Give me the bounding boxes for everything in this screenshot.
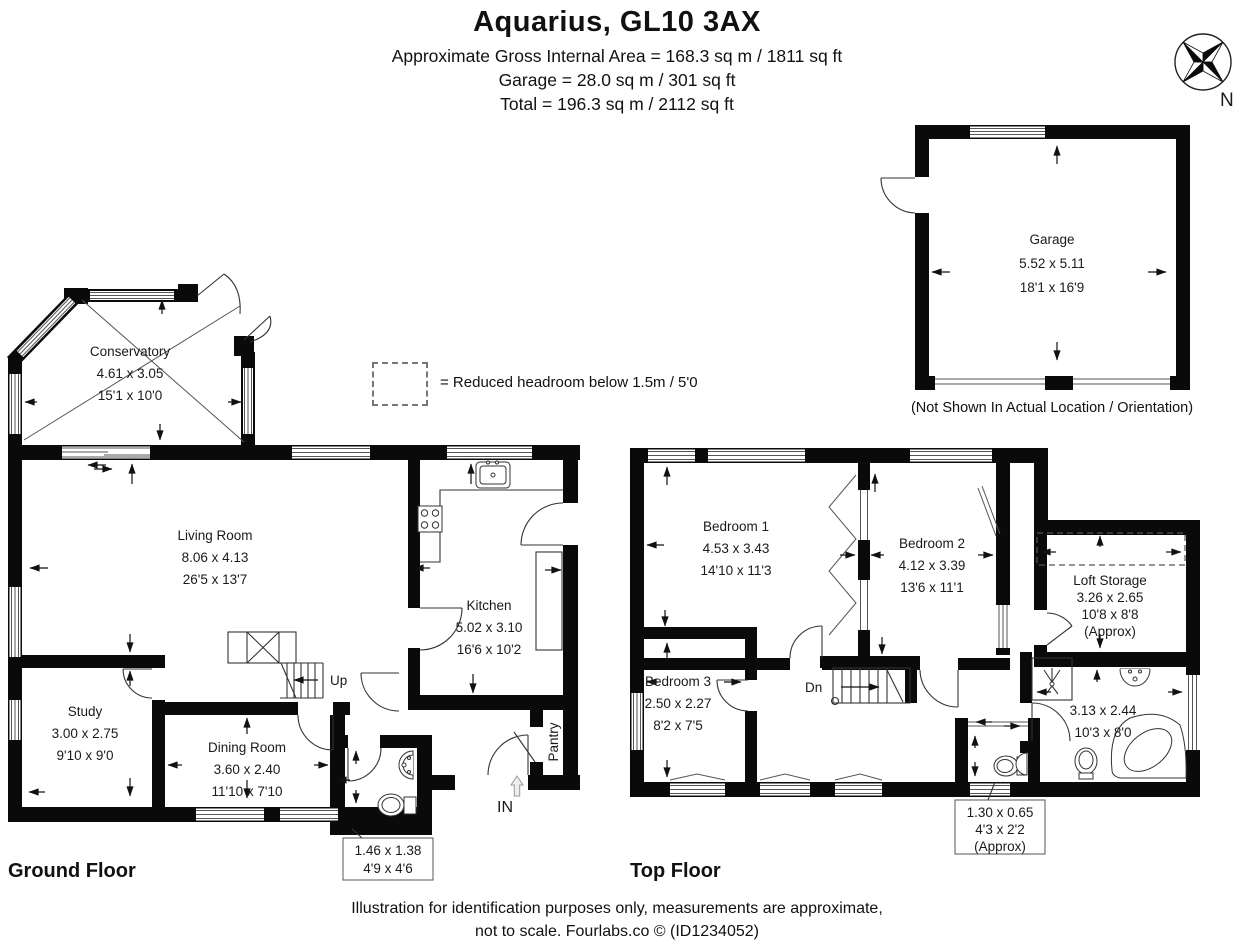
tf-wc-ft: 4'3 x 2'2 <box>975 822 1025 837</box>
bed3-name: Bedroom 3 <box>644 674 712 689</box>
pantry-name: Pantry <box>546 722 561 762</box>
garage-dims-m: 5.52 x 5.11 <box>1019 256 1085 271</box>
bed2-right-window <box>999 605 1007 648</box>
entrance-arrow-icon <box>511 776 523 796</box>
wc-door <box>348 748 381 781</box>
kitchen-ft: 16'6 x 10'2 <box>456 642 522 657</box>
bed1-ft: 14'10 x 11'3 <box>700 563 772 578</box>
loft-m: 3.26 x 2.65 <box>1076 590 1144 605</box>
bed1-m: 4.53 x 3.43 <box>702 541 770 556</box>
entrance-in-label: IN <box>497 799 513 816</box>
garage-dims-ft: 18'1 x 16'9 <box>1019 280 1085 295</box>
garage-area: Garage = 28.0 sq m / 301 sq ft <box>498 70 736 90</box>
conservatory-angled-window <box>18 298 74 356</box>
gf-wc-m: 1.46 x 1.38 <box>354 843 422 858</box>
entrance-door <box>488 735 528 775</box>
dining-room-m: 3.60 x 2.40 <box>213 762 281 777</box>
reduced-headroom-legend: = Reduced headroom below 1.5m / 5'0 <box>440 374 698 391</box>
bathroom-toilet-icon <box>1075 748 1097 779</box>
disclaimer-line1: Illustration for identification purposes only, measurements are approximate, <box>351 900 883 917</box>
living-room-name: Living Room <box>177 528 253 543</box>
bath-basin-icon <box>1120 669 1150 686</box>
garage-plan <box>870 112 1200 412</box>
study-name: Study <box>67 704 103 719</box>
toilet-icon <box>378 794 416 816</box>
area-summary <box>0 44 1234 116</box>
bed1-top-windows <box>648 450 805 462</box>
sink-icon <box>476 461 510 488</box>
bed2-top-window <box>910 450 992 462</box>
bed2-name: Bedroom 2 <box>898 536 966 551</box>
conservatory-left-window <box>10 374 21 434</box>
living-room-ft: 26'5 x 13'7 <box>182 572 248 587</box>
bed2-door <box>920 670 958 707</box>
study-left-window <box>10 700 21 740</box>
conservatory-ft: 15'1 x 10'0 <box>97 388 163 403</box>
conservatory-name: Conservatory <box>89 344 171 359</box>
page-title: Aquarius, GL10 3AX <box>473 6 761 38</box>
bed2-ft: 13'6 x 11'1 <box>900 580 964 595</box>
garage-caption: (Not Shown In Actual Location / Orientation) <box>910 400 1194 416</box>
sliding-door <box>62 447 150 459</box>
stairs-dn-label: Dn <box>805 680 823 695</box>
study-door <box>123 669 152 698</box>
gf-wc-ft: 4'9 x 4'6 <box>363 861 413 876</box>
lobby-door <box>361 673 399 711</box>
compass-icon <box>1170 24 1234 112</box>
top-floor-plan <box>620 430 1234 870</box>
loft-approx: (Approx) <box>1084 624 1136 639</box>
wc-fixtures <box>378 751 416 816</box>
loft-door <box>1047 613 1072 645</box>
garage-room-label: Garage <box>1029 232 1075 247</box>
bed3-left-window <box>632 693 643 750</box>
dining-door <box>298 715 333 750</box>
bed1-door <box>790 626 822 658</box>
gross-internal-area: Approximate Gross Internal Area = 168.3 sq m / 1811 sq ft <box>391 46 843 66</box>
bed2-m: 4.12 x 3.39 <box>898 558 966 573</box>
tf-doors <box>717 613 1072 741</box>
gf-room-labels <box>52 344 561 816</box>
staircase-up <box>228 632 347 698</box>
loft-ft: 10'8 x 8'8 <box>1081 607 1139 622</box>
total-area: Total = 196.3 sq m / 2112 sq ft <box>500 94 734 114</box>
tf-windows <box>632 450 1197 796</box>
kitchen-m: 5.02 x 3.10 <box>455 620 523 635</box>
compass-north-label: N <box>1220 90 1234 111</box>
conservatory-right-window <box>243 368 253 434</box>
living-room-top-window <box>292 447 370 459</box>
reduced-headroom-zone <box>1037 533 1185 565</box>
dining-room-ft: 11'10 x 7'10 <box>211 784 283 799</box>
tf-wc-m: 1.30 x 0.65 <box>966 805 1034 820</box>
bed3-m: 2.50 x 2.27 <box>644 696 712 711</box>
conservatory-top-window <box>90 291 174 300</box>
conservatory-m: 4.61 x 3.05 <box>96 366 164 381</box>
bed1-name: Bedroom 1 <box>702 519 770 534</box>
bed3-door <box>717 680 748 711</box>
living-room-left-window <box>10 587 21 657</box>
kitchen-side-door <box>521 503 563 545</box>
study-ft: 9'10 x 9'0 <box>56 748 114 763</box>
french-doors <box>197 274 271 342</box>
dining-room-name: Dining Room <box>207 740 287 755</box>
tf-wc-approx: (Approx) <box>974 839 1026 854</box>
loft-name: Loft Storage <box>1073 573 1147 588</box>
kitchen-name: Kitchen <box>466 598 512 613</box>
basin-icon <box>399 751 413 779</box>
ground-floor-label: Ground Floor <box>8 860 136 882</box>
disclaimer <box>0 897 1234 943</box>
garage-door <box>881 178 915 213</box>
hob-icon <box>418 506 442 532</box>
garage-dimension-arrows <box>932 146 1166 360</box>
living-room-m: 8.06 x 4.13 <box>181 550 249 565</box>
top-floor-label: Top Floor <box>630 860 721 882</box>
staircase-down <box>805 668 910 705</box>
ground-floor-plan <box>0 272 612 884</box>
gf-wc-label-box <box>343 829 433 880</box>
garage-window <box>970 127 1045 138</box>
bathroom-m: 3.13 x 2.44 <box>1069 703 1137 718</box>
disclaimer-line2: not to scale. Fourlabs.co © (ID1234052) <box>475 923 759 940</box>
kitchen-top-window <box>447 447 532 459</box>
study-m: 3.00 x 2.75 <box>51 726 119 741</box>
bathroom-ft: 10'3 x 8'0 <box>1074 725 1132 740</box>
bed3-ft: 8'2 x 7'5 <box>653 718 703 733</box>
bathroom-right-window <box>1189 675 1197 750</box>
pantry-door <box>514 732 535 762</box>
worktop <box>536 552 562 650</box>
stairs-up-label: Up <box>330 673 348 688</box>
